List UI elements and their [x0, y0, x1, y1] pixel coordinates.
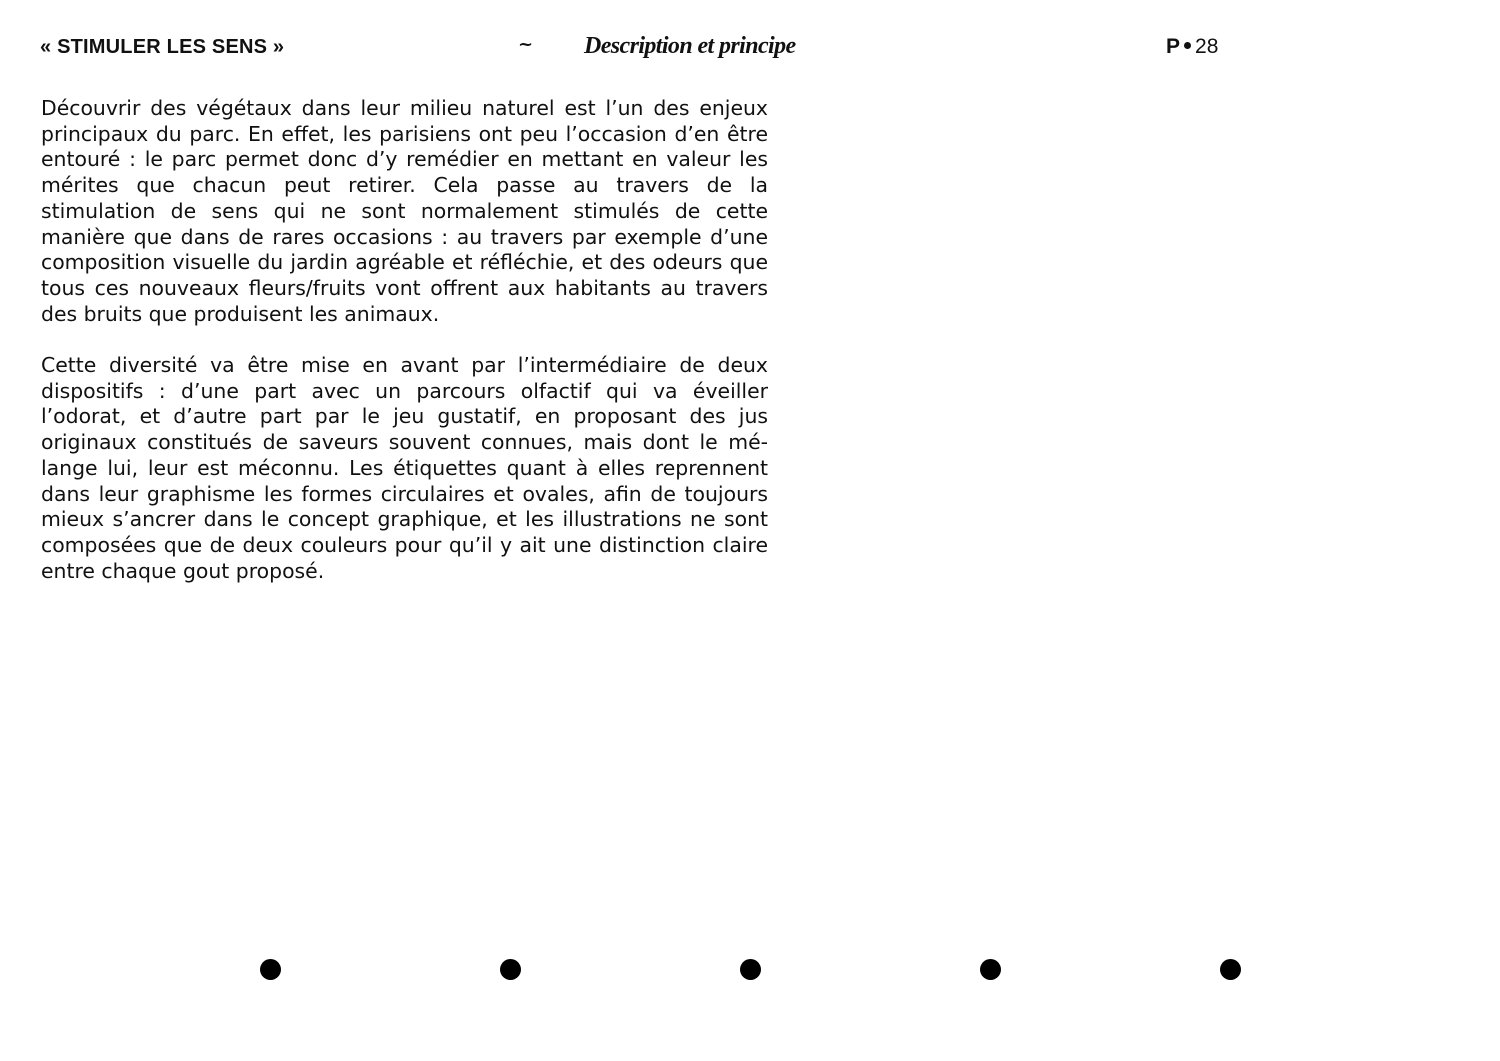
body-text: [41, 96, 768, 610]
footer-dot-icon: [500, 959, 521, 980]
paragraph-1: Découvrir des végétaux dans leur milieu naturel est l’un des enjeux principaux du parc. En effet, les parisiens ont peu l’occasion d’en être entouré : le parc permet donc d’y remédier en mettant en valeur les mérites que chacun peut retirer. Cela passe au travers de la stimulation de sens qui ne sont normalement stimulés de cette manière que dans de rares occasions : au travers par exemple d’une composition visuelle du jardin agréable et réfléchie, et des odeurs que tous ces nouveaux fleurs/fruits vont offrent aux habitants au travers des bruits que produisent les animaux.: [41, 96, 768, 326]
page-bullet-icon: [1184, 42, 1191, 49]
footer-dot-icon: [260, 959, 281, 980]
footer-dot-icon: [740, 959, 761, 980]
header-separator: ~: [518, 34, 534, 55]
paragraph-2: Cette diversité va être mise en avant par l’intermédiaire de deux dispositifs : d’une part avec un parcours olfactif qui va éveiller l’odorat, et d’autre part par le jeu gustatif, en proposant des jus originaux constitués de saveurs souvent connues, mais dont le mélange lui, leur est méconnu. Les étiquettes quant à elles reprennent dans leur graphisme les formes circulaires et ovales, afin de toujours mieux s’ancrer dans le concept graphique, et les illustrations ne sont composées que de deux couleurs pour qu’il y ait une distinction claire entre chaque gout proposé.: [41, 353, 768, 583]
page-number: [1166, 35, 1218, 59]
page-number-value: 28: [1195, 35, 1219, 58]
footer-dot-icon: [1220, 959, 1241, 980]
footer-dot-row: [0, 959, 1500, 981]
chapter-title: Description et principe: [584, 33, 796, 59]
page-prefix: P: [1166, 35, 1181, 58]
section-title: « STIMULER LES SENS »: [40, 36, 285, 58]
footer-dot-icon: [980, 959, 1001, 980]
